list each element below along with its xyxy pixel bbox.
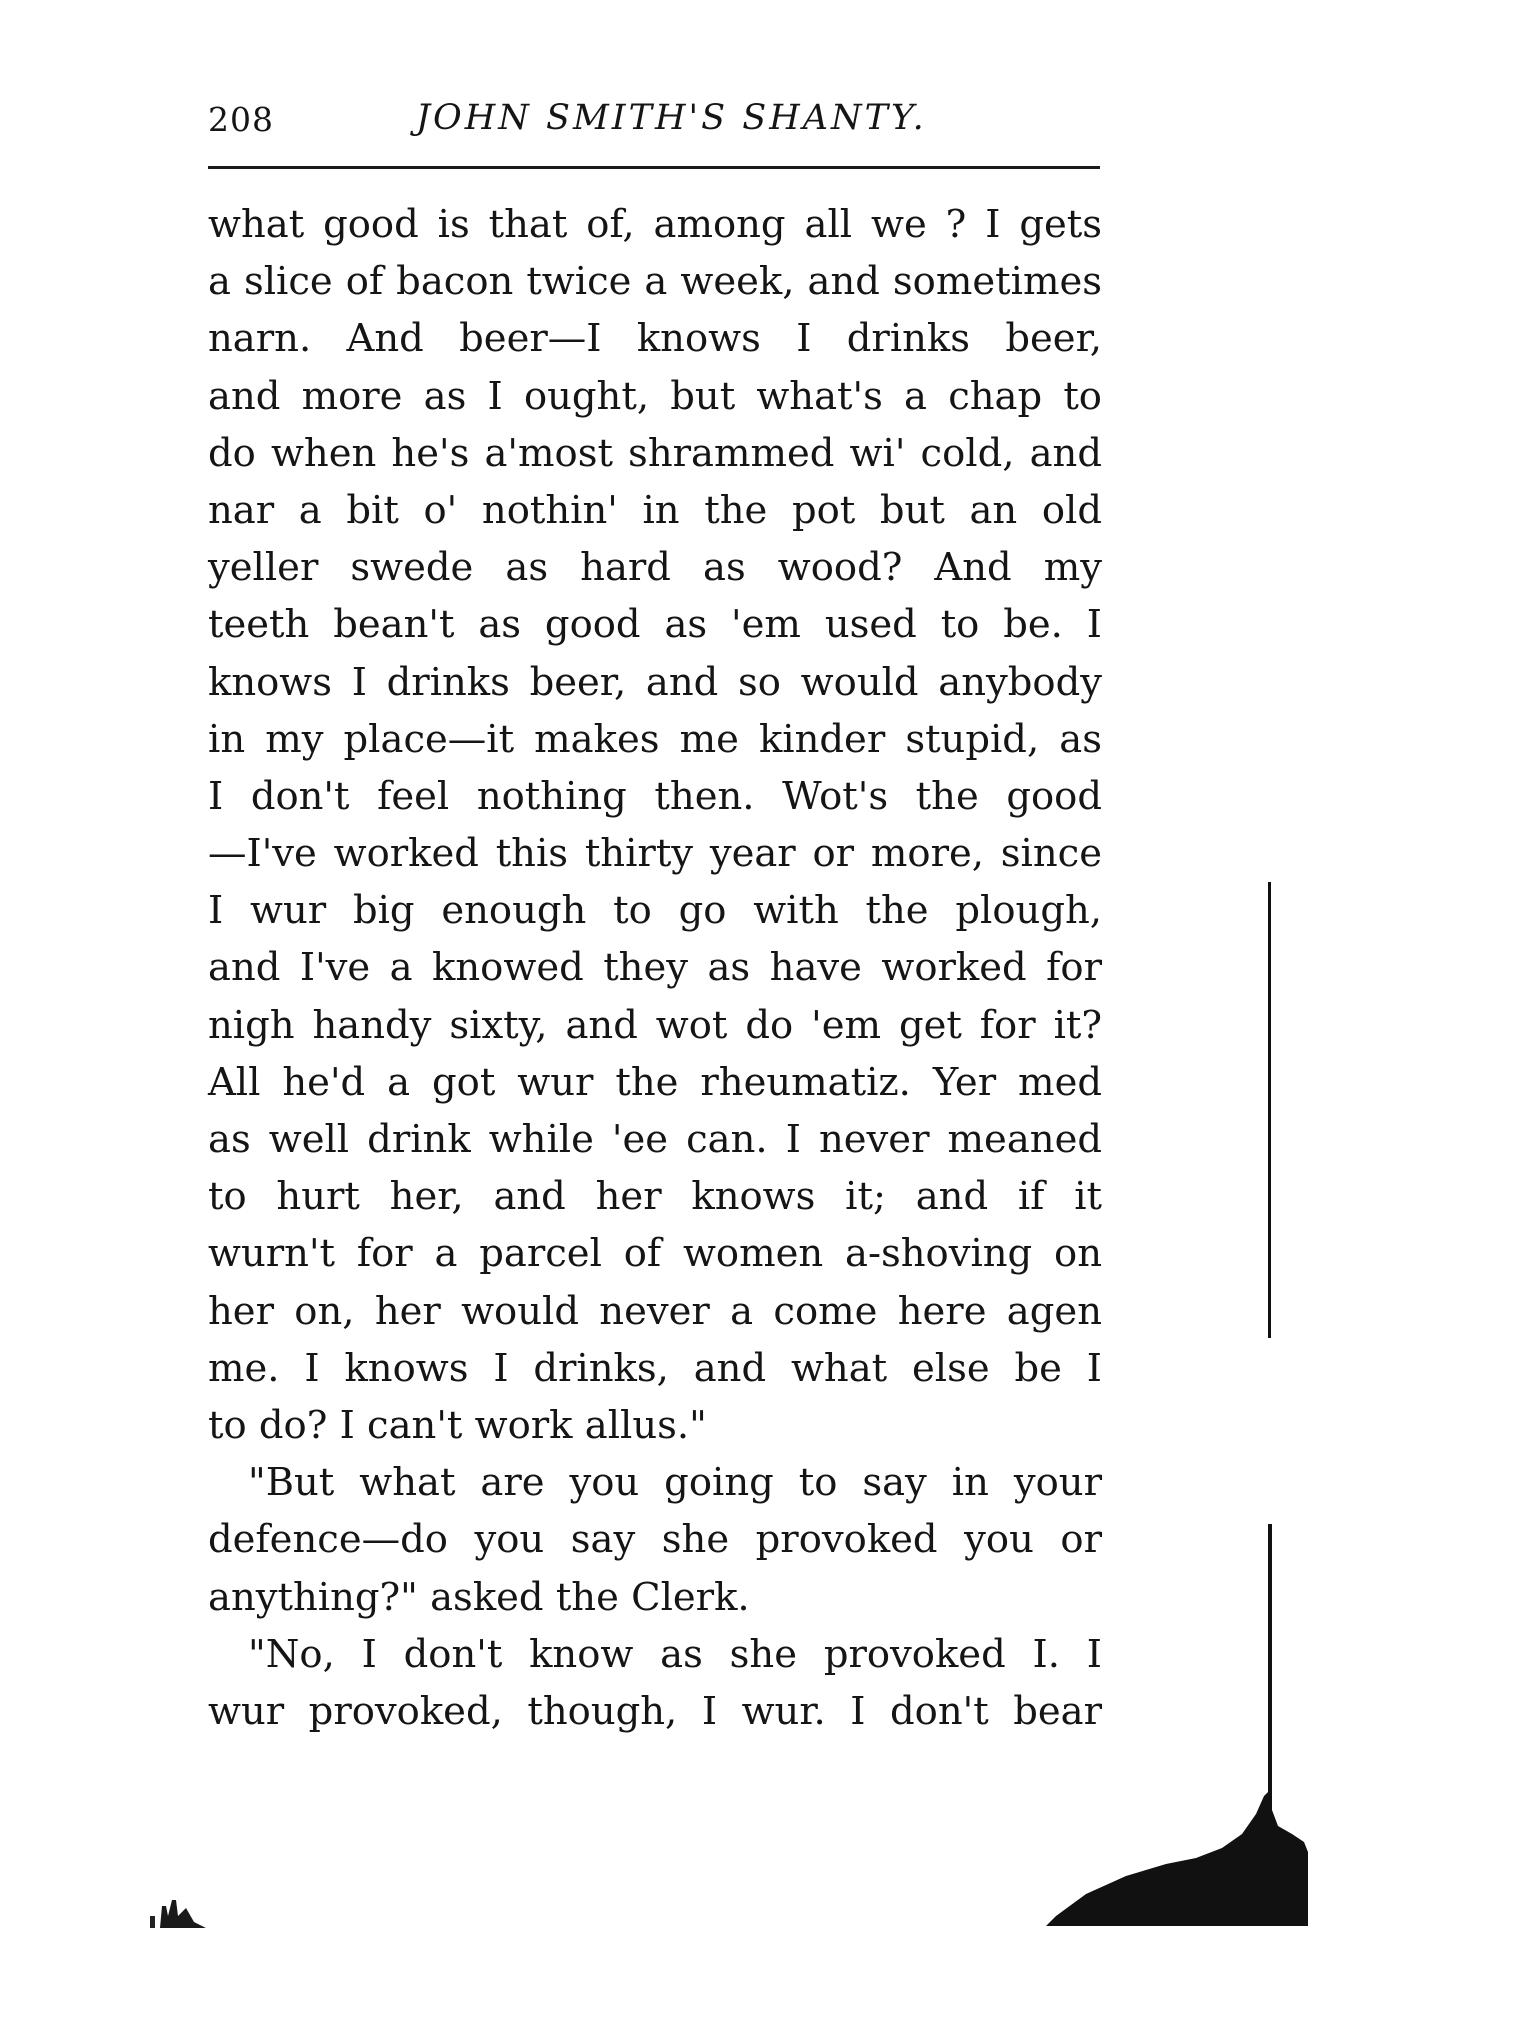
text-line: "No, I don't know as she provoked I. I: [248, 1631, 1102, 1677]
text-line: to hurt her, and her knows it; and if it: [208, 1174, 1102, 1220]
scan-shadow-blot: [1046, 1790, 1308, 1926]
page-number: 208: [208, 100, 274, 139]
text-line: her on, her would never a come here agen: [208, 1288, 1102, 1334]
text-line: do when he's a'most shrammed wi' cold, and: [208, 430, 1102, 476]
text-line: what good is that of, among all we ? I gets: [208, 202, 1102, 247]
text-line: anything?" asked the Clerk.: [208, 1574, 750, 1620]
text-line: —I've worked this thirty year or more, since: [208, 831, 1102, 877]
running-title: JOHN SMITH'S SHANTY.: [416, 98, 927, 138]
text-line: me. I knows I drinks, and what else be I: [208, 1345, 1102, 1391]
header-rule: [208, 166, 1100, 169]
text-line: nigh handy sixty, and wot do 'em get for it?: [208, 1002, 1102, 1048]
text-line: yeller swede as hard as wood? And my: [208, 545, 1102, 591]
text-line: wur provoked, though, I wur. I don't bear: [208, 1688, 1102, 1734]
text-line: defence—do you say she provoked you or: [208, 1517, 1102, 1563]
text-line: All he'd a got wur the rheumatiz. Yer med: [208, 1059, 1102, 1105]
text-line: as well drink while 'ee can. I never meaned: [208, 1117, 1102, 1162]
text-line: and more as I ought, but what's a chap to: [208, 373, 1102, 419]
text-line: wurn't for a parcel of women a-shoving on: [208, 1231, 1102, 1277]
text-line: "But what are you going to say in your: [248, 1460, 1102, 1506]
printer-mark-icon: [150, 1894, 210, 1930]
text-line: narn. And beer—I knows I drinks beer,: [208, 316, 1102, 362]
text-line: a slice of bacon twice a week, and sometimes: [208, 259, 1102, 305]
text-line: I wur big enough to go with the plough,: [208, 888, 1102, 934]
text-line: and I've a knowed they as have worked for: [208, 945, 1102, 991]
text-line: I don't feel nothing then. Wot's the good: [208, 773, 1102, 819]
text-line: knows I drinks beer, and so would anybody: [208, 659, 1102, 705]
text-line: nar a bit o' nothin' in the pot but an old: [208, 487, 1102, 533]
text-line: in my place—it makes me kinder stupid, as: [208, 716, 1102, 762]
body-text: [208, 196, 1102, 1740]
scan-edge-line: [1268, 882, 1271, 1338]
text-line: teeth bean't as good as 'em used to be. I: [208, 602, 1102, 648]
text-line: to do? I can't work allus.": [208, 1402, 707, 1448]
